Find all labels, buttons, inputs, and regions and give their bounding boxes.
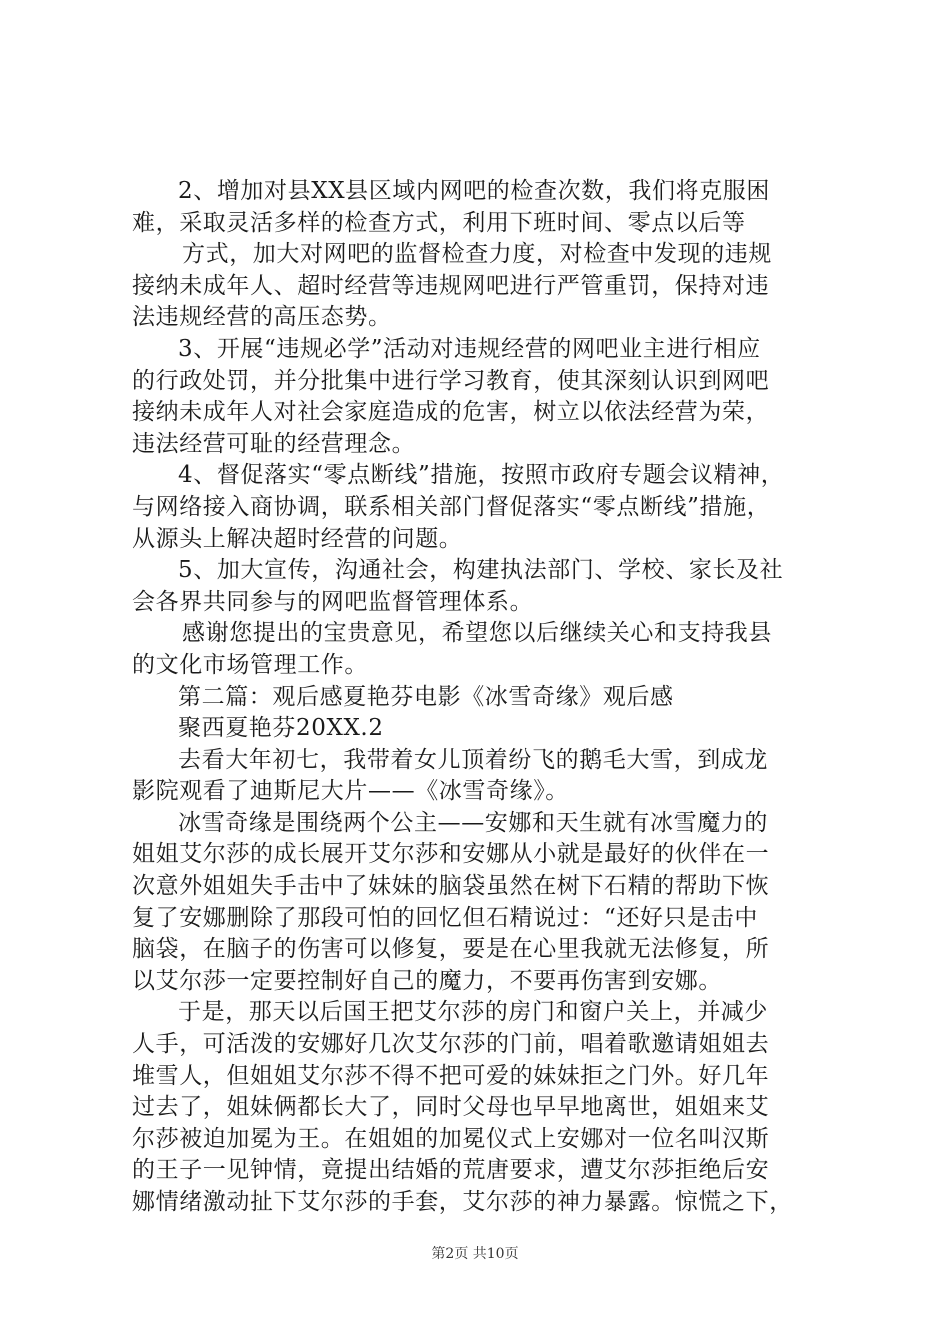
text-line: 的文化市场管理工作。: [132, 651, 368, 678]
text-line: 去看大年初七，我带着女儿顶着纷飞的鹅毛大雪，到成龙: [178, 746, 768, 773]
text-line: 的王子一见钟情，竟提出结婚的荒唐要求，遭艾尔莎拒绝后安: [132, 1157, 770, 1184]
text-line: 于是，那天以后国王把艾尔莎的房门和窗户关上，并减少: [178, 999, 768, 1026]
text-line: 与网络接入商协调，联系相关部门督促落实“零点断线”措施，: [132, 493, 771, 520]
document-body: [132, 176, 852, 1219]
text-line: 聚西夏艳芬20XX.2: [178, 715, 384, 742]
text-line: 冰雪奇缘是围绕两个公主——安娜和天生就有冰雪魔力的: [178, 809, 768, 836]
text-line: 3、开展“违规必学”活动对违规经营的网吧业主进行相应: [178, 335, 761, 362]
text-line: 尔莎被迫加冕为王。在姐姐的加冕仪式上安娜对一位名叫汉斯: [132, 1125, 770, 1152]
text-line: 人手，可活泼的安娜好几次艾尔莎的门前，唱着歌邀请姐姐去: [132, 1031, 770, 1058]
text-line: 2、增加对县XX县区域内网吧的检查次数，我们将克服困: [178, 178, 770, 204]
text-line: 从源头上解决超时经营的问题。: [132, 525, 463, 552]
text-line: 法违规经营的高压态势。: [132, 304, 392, 331]
text-line: 会各界共同参与的网吧监督管理体系。: [132, 588, 534, 615]
text-line: 难，采取灵活多样的检查方式，利用下班时间、零点以后等: [132, 209, 746, 236]
text-line: 接纳未成年人、超时经营等违规网吧进行严管重罚，保持对违: [132, 272, 770, 299]
text-line: 脑袋，在脑子的伤害可以修复，要是在心里我就无法修复，所: [132, 936, 770, 963]
text-line: 违法经营可耻的经营理念。: [132, 430, 416, 457]
page-footer: 第2页 共10页: [431, 1246, 519, 1262]
text-line: 接纳未成年人对社会家庭造成的危害，树立以依法经营为荣，: [132, 399, 770, 426]
text-line: 影院观看了迪斯尼大片——《冰雪奇缘》。: [132, 778, 569, 805]
text-line: 方式，加大对网吧的监督检查力度，对检查中发现的违规: [182, 241, 772, 268]
text-line: 姐姐艾尔莎的成长展开艾尔莎和安娜从小就是最好的伙伴在一: [132, 841, 770, 868]
text-line: 5、加大宣传，沟通社会，构建执法部门、学校、家长及社: [178, 557, 784, 584]
text-line: 以艾尔莎一定要控制好自己的魔力，不要再伤害到安娜。: [132, 967, 722, 994]
text-line: 娜情绪激动扯下艾尔莎的手套，艾尔莎的神力暴露。惊慌之下，: [132, 1189, 793, 1215]
text-line: 堆雪人，但姐姐艾尔莎不得不把可爱的妹妹拒之门外。好几年: [132, 1062, 770, 1089]
text-line: 第二篇：观后感夏艳芬电影《冰雪奇缘》观后感: [178, 683, 674, 710]
text-line: 的行政处罚，并分批集中进行学习教育，使其深刻认识到网吧: [132, 367, 770, 394]
text-line: 4、督促落实“零点断线”措施，按照市政府专题会议精神，: [178, 462, 785, 489]
text-line: 过去了，姐妹俩都长大了，同时父母也早早地离世，姐姐来艾: [132, 1094, 770, 1121]
text-line: 复了安娜删除了那段可怕的回忆但石精说过：“还好只是击中: [132, 904, 758, 931]
text-line: 次意外姐姐失手击中了妹妹的脑袋虽然在树下石精的帮助下恢: [132, 873, 770, 900]
text-line: 感谢您提出的宝贵意见，希望您以后继续关心和支持我县: [182, 620, 772, 647]
